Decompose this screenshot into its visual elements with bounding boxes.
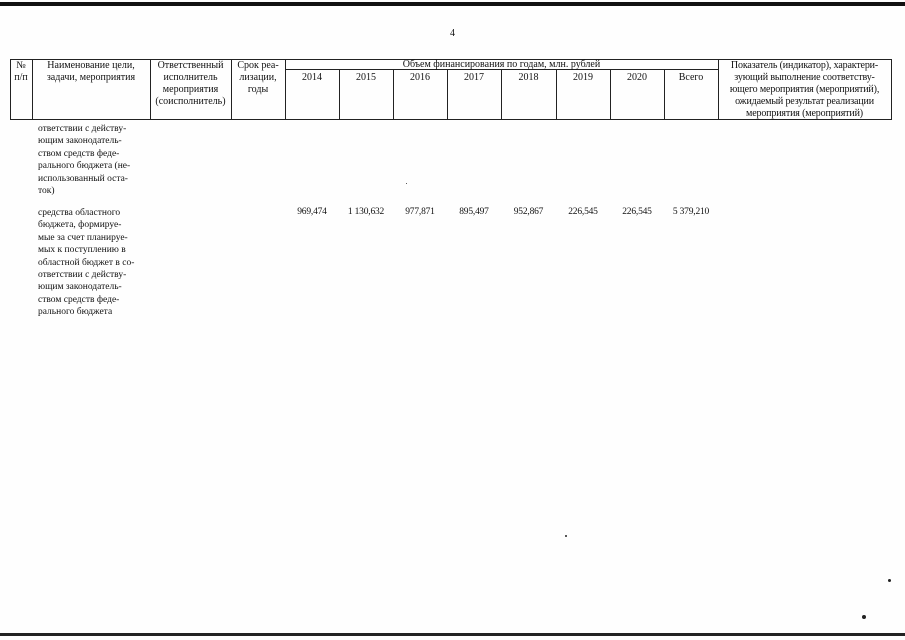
row-2-value-2016: 977,871: [405, 207, 435, 217]
row-2-value-2017: 895,497: [459, 207, 489, 217]
header-year-2015: 2015: [356, 72, 376, 83]
row-2-value-2014: 969,474: [297, 207, 327, 217]
header-indicator: Показатель (индикатор), характери- зующий выполнение соответству- ющего мероприятия (мероприятий), ожидаемый результат реализации мероприятия (мероприятий): [729, 60, 880, 119]
row-1-description: ответствии с действу- ющим законодатель- ством средств феде- рального бюджета (не- использованный оста- ток): [38, 124, 131, 197]
row-2-value-total: 5 379,210: [672, 207, 710, 217]
header-num: № п/п: [14, 60, 28, 83]
row-2-value-2020: 226,545: [622, 207, 652, 217]
col-border-right: [891, 59, 892, 120]
header-term: Срок реа- лизации, годы: [237, 60, 279, 95]
row-2-description: средства областного бюджета, формируе- мые за счет планируе- мых к поступлению в областной бюджет в со- ответствии с действу- ющим законодатель- ством средств феде- рального бюджета: [38, 208, 135, 318]
scan-speck: [862, 615, 866, 619]
header-year-2017: 2017: [464, 72, 484, 83]
page-number: 4: [450, 28, 455, 39]
row-2-value-2019: 226,545: [568, 207, 598, 217]
header-year-2019: 2019: [573, 72, 593, 83]
header-name: Наименование цели, задачи, мероприятия: [46, 60, 136, 83]
row-2-value-2015: 1 130,632: [347, 207, 385, 217]
header-funding-group: Объем финансирования по годам, млн. рублей: [402, 59, 601, 70]
bottom-rule: [0, 633, 905, 636]
header-total: Всего: [678, 72, 704, 83]
scan-speck: [888, 579, 891, 582]
row-2-value-2018: 952,867: [513, 207, 544, 217]
header-year-2018: 2018: [518, 72, 539, 83]
header-year-2016: 2016: [410, 72, 430, 83]
header-responsible: Ответственный исполнитель мероприятия (соисполнитель): [155, 60, 226, 107]
header-year-2020: 2020: [627, 72, 647, 83]
top-rule: [0, 2, 905, 6]
scan-speck: [406, 183, 407, 184]
scan-speck: [565, 535, 567, 537]
header-year-2014: 2014: [302, 72, 322, 83]
